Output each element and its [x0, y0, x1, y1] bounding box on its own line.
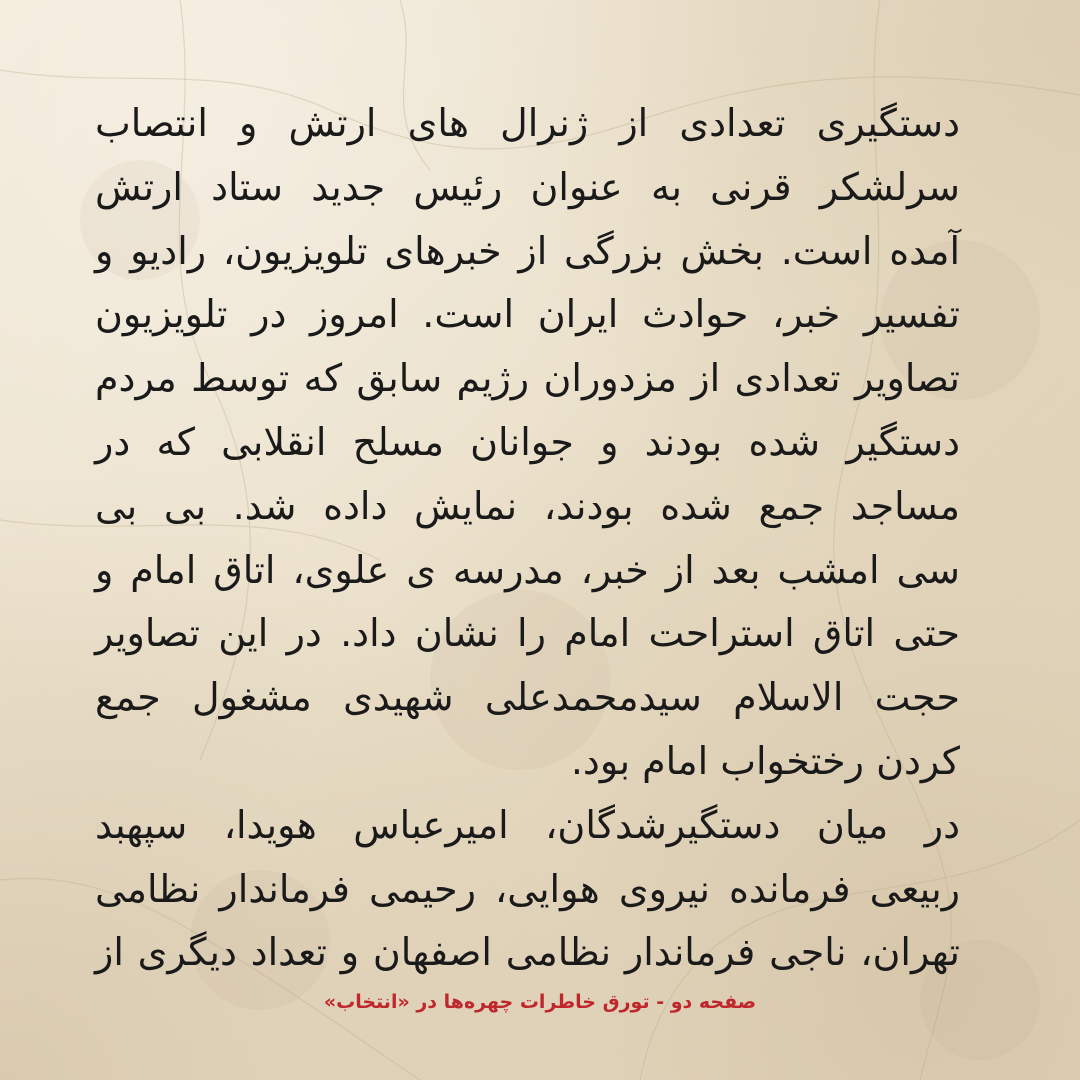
text-line: تهران، ناجی فرماندار نظامی اصفهان و تعداد دیگری از — [95, 930, 960, 975]
text-line: دستگیری تعدادی از ژنرال های ارتش و انتصاب — [95, 101, 960, 145]
text-line: تفسیر خبر، حوادث ایران است. امروز در تلویزیون — [95, 292, 960, 337]
text-line: سرلشکر قرنی به عنوان رئیس جدید ستاد ارتش — [95, 164, 960, 209]
text-line: دستگیر شده بودند و جوانان مسلح انقلابی که در — [95, 419, 960, 464]
text-line: آمده است. بخش بزرگی از خبرهای تلویزیون، رادیو و — [95, 228, 960, 273]
text-line: کردن رختخواب امام بود. — [570, 738, 960, 783]
text-line: سی امشب بعد از خبر، مدرسه ی علوی، اتاق امام و — [95, 547, 960, 592]
text-line: حتی اتاق استراحت امام را نشان داد. در این تصاویر — [95, 611, 960, 656]
text-line: تصاویر تعدادی از مزدوران رژیم سابق که توسط مردم — [95, 356, 960, 401]
text-line: حجت الاسلام سیدمحمدعلی شهیدی مشغول جمع — [95, 675, 960, 720]
text-line: ربیعی فرمانده نیروی هوایی، رحیمی فرماندار نظامی — [95, 866, 960, 911]
text-line: مساجد جمع شده بودند، نمایش داده شد. بی بی — [95, 483, 960, 528]
text-line: در میان دستگیرشدگان، امیرعباس هویدا، سپهبد — [95, 802, 960, 847]
body-text — [95, 92, 960, 985]
page-caption: صفحه دو - تورق خاطرات چهره‌ها در «انتخاب» — [323, 991, 757, 1013]
